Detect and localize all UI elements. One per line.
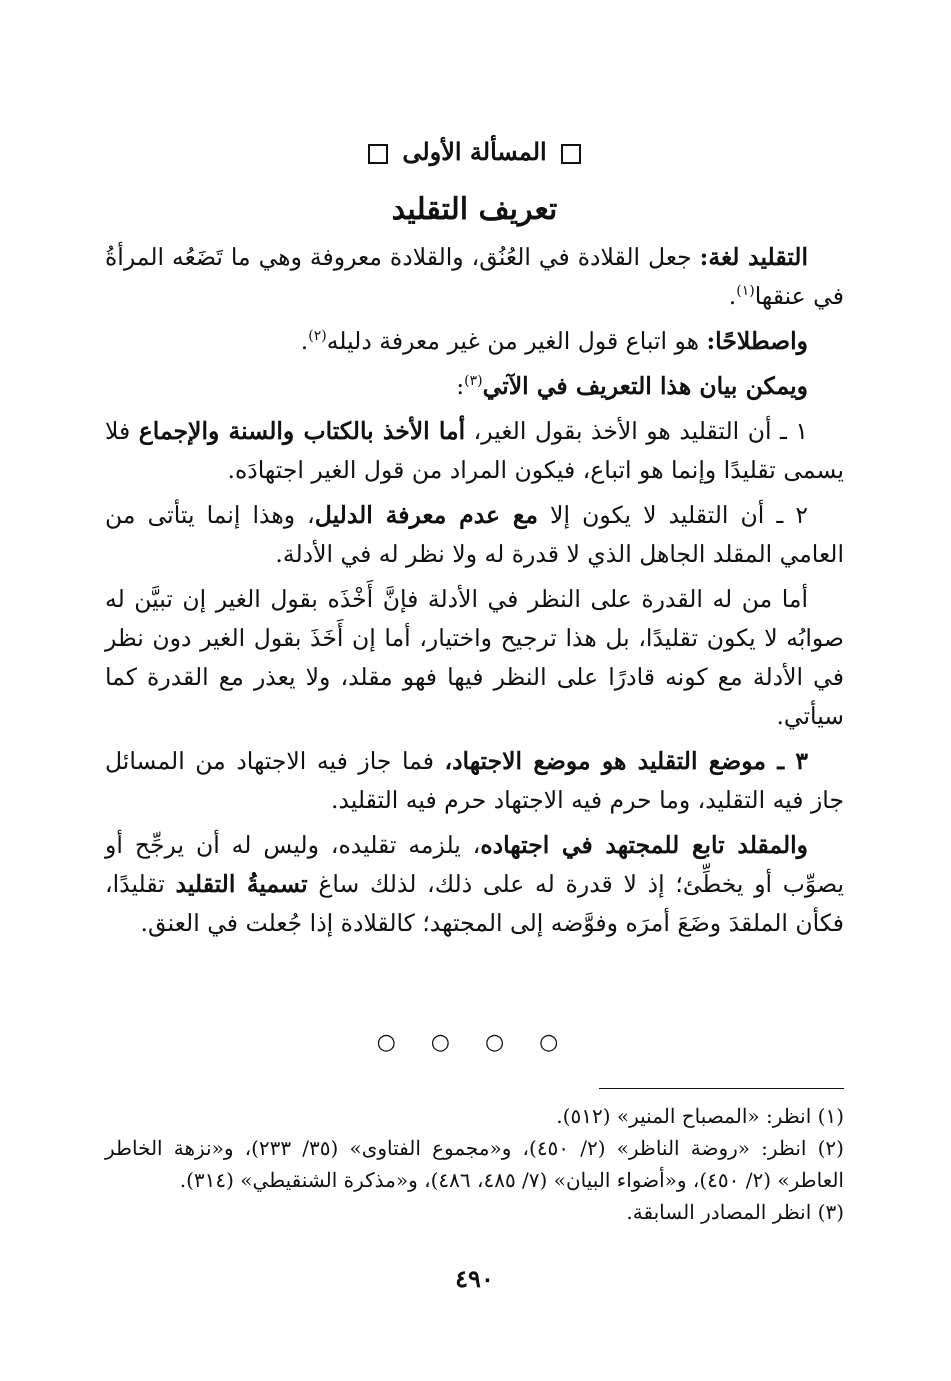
- main-text: [105, 238, 844, 949]
- footnote-3: (٣) انظر المصادر السابقة.: [626, 1200, 844, 1224]
- paragraph-4: [105, 412, 844, 490]
- term-bold: ويمكن بيان هذا التعريف في الآتي: [482, 372, 808, 400]
- text: ١ ـ أن التقليد هو الأخذ بقول الغير،: [465, 417, 808, 445]
- section-label: المسألة الأولى: [402, 137, 547, 166]
- text: ، يلزمه تقليده، وليس له أن يرجِّح أو يصوِّب أو يخطِّئ؛ إذ لا قدرة له على ذلك، لذلك ساغ: [105, 831, 844, 898]
- footnote-2: (٢) انظر: «روضة الناظر» (٢/ ٤٥٠)، و«مجموع الفتاوى» (٣٥/ ٢٣٣)، و«نزهة الخاطر العاطر» (٢/ ٤٥٠)، و«أضواء البيان» (٧/ ٤٨٥، ٤٨٦)، و«مذكرة الشنقيطي» (٣١٤).: [105, 1136, 844, 1192]
- square-ornament-icon: [368, 144, 388, 164]
- term-bold: التقليد لغة:: [699, 243, 808, 271]
- paragraph-5: [105, 496, 844, 574]
- square-ornament-icon: [561, 144, 581, 164]
- text: :: [456, 372, 465, 400]
- footnote-1: (١) انظر: «المصباح المنير» (٥١٢).: [556, 1104, 844, 1128]
- term-bold: ٣ ـ موضع التقليد هو موضع الاجتهاد،: [444, 747, 808, 775]
- paragraph-3: [105, 367, 844, 406]
- chapter-title: تعريف التقليد: [391, 192, 558, 227]
- term-bold: والمقلد تابع للمجتهد في اجتهاده: [480, 831, 808, 859]
- paragraph-6: أما من له القدرة على النظر في الأدلة فإنَّ أَخْذَه بقول الغير إن تبيَّن له صوابُه لا يكون تقليدًا، بل هذا ترجيح واختيار، أما إن أَخَذَ بقول الغير دون نظر في الأدلة مع كونه قادرًا على النظر فيها فهو مقلد، ولا يعذر مع القدرة كما سيأتي.: [105, 585, 844, 730]
- term-bold: أما الأخذ بالكتاب والسنة والإجماع: [138, 417, 466, 445]
- section-heading: [105, 136, 844, 168]
- text: ٢ ـ أن التقليد لا يكون إلا: [537, 501, 808, 529]
- term-bold: واصطلاحًا:: [706, 327, 808, 355]
- paragraph-7: [105, 742, 844, 820]
- term-bold: تسميةُ التقليد: [175, 870, 308, 898]
- footnote-ref: (٣): [464, 373, 483, 390]
- text: فلا يسمى تقليدًا وإنما هو اتباع، فيكون المراد من قول الغير اجتهادَه.: [105, 417, 844, 484]
- text: فما جاز فيه الاجتهاد من المسائل جاز فيه التقليد، وما حرم فيه الاجتهاد حرم فيه التقليد.: [105, 747, 844, 814]
- paragraph-1: [105, 238, 844, 316]
- section-separator: ○ ○ ○ ○: [376, 1030, 573, 1055]
- text: .: [300, 327, 309, 355]
- text: جعل القلادة في العُنُق، والقلادة معروفة وهي ما تَضَعُه المرأةُ في عنقها: [105, 243, 844, 310]
- footnote-ref: (٢): [308, 328, 327, 345]
- paragraph-8: [105, 826, 844, 943]
- text: تقليدًا، فكأن الملقدَ وضَعَ أمرَه وفوَّضه إلى المجتهد؛ كالقلادة إذا جُعلت في العنق.: [105, 870, 844, 937]
- page-number: ٤٩٠: [455, 1264, 494, 1293]
- text: ، وهذا إنما يتأتى من العامي المقلد الجاهل الذي لا قدرة له ولا نظر له في الأدلة.: [105, 501, 844, 568]
- footnote-divider: [599, 1088, 844, 1089]
- text: هو اتباع قول الغير من غير معرفة دليله: [326, 327, 707, 355]
- text: .: [728, 282, 737, 310]
- footnotes: [105, 1100, 844, 1228]
- footnote-ref: (١): [736, 283, 755, 300]
- paragraph-2: [105, 322, 844, 361]
- term-bold: مع عدم معرفة الدليل: [314, 501, 538, 529]
